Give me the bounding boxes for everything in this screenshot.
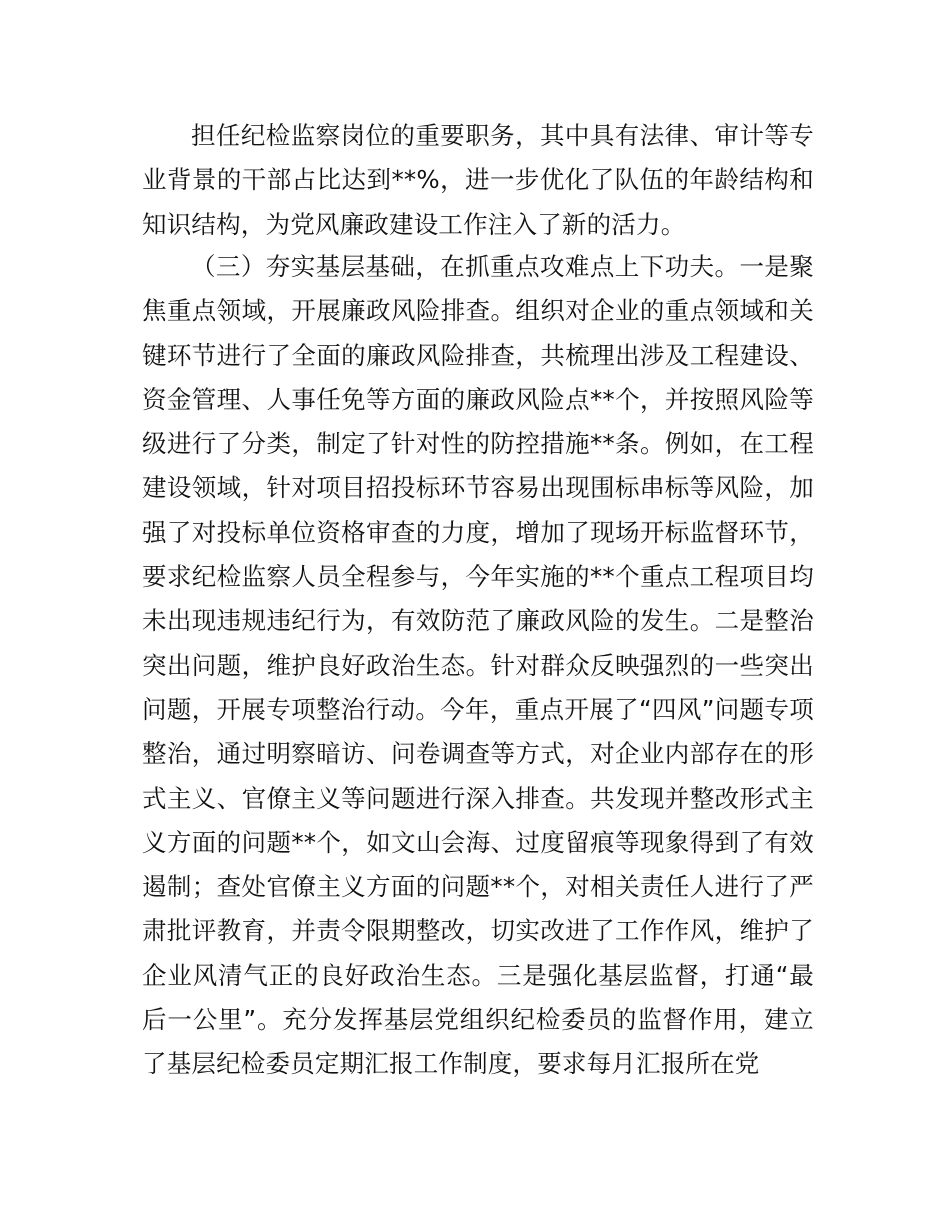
paragraph-2: （三）夯实基层基础，在抓重点攻难点上下功夫。一是聚焦重点领域，开展廉政风险排查。组织对企业的重点领域和关键环节进行了全面的廉政风险排查，共梳理出涉及工程建设、资金管理、人事任免等方面的廉政风险点**个，并按照风险等级进行了分类，制定了针对性的防控措施**条。例如，在工程建设领域，针对项目招投标环节容易出现围标串标等风险，加强了对投标单位资格审查的力度，增加了现场开标监督环节，要求纪检监察人员全程参与，今年实施的**个重点工程项目均未出现违规违纪行为，有效防范了廉政风险的发生。二是整治突出问题，维护良好政治生态。针对群众反映强烈的一些突出问题，开展专项整治行动。今年，重点开展了“四风”问题专项整治，通过明察暗访、问卷调查等方式，对企业内部存在的形式主义、官僚主义等问题进行深入排查。共发现并整改形式主义方面的问题**个，如文山会海、过度留痕等现象得到了有效遏制；查处官僚主义方面的问题**个，对相关责任人进行了严肃批评教育，并责令限期整改，切实改进了工作作风，维护了企业风清气正的良好政治生态。三是强化基层监督，打通“最后一公里”。充分发挥基层党组织纪检委员的监督作用，建立了基层纪检委员定期汇报工作制度，要求每月汇报所在党 [142,252,814,1079]
paragraph-1: 担任纪检监察岗位的重要职务，其中具有法律、审计等专业背景的干部占比达到**%，进一步优化了队伍的年龄结构和知识结构，为党风廉政建设工作注入了新的活力。 [142,121,814,239]
